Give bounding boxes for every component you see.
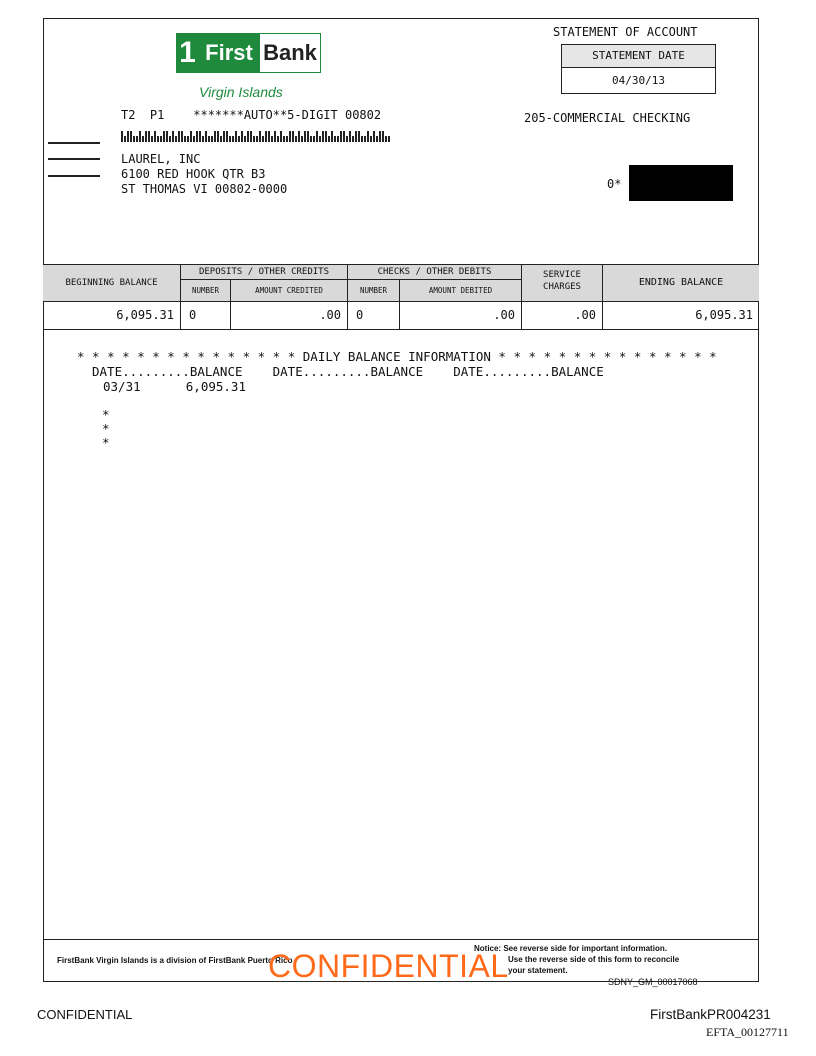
- ending-balance-value: 6,095.31: [603, 301, 759, 330]
- sdny-bates-number: SDNY_GM_00017068: [608, 977, 698, 987]
- barcode-bar: [313, 136, 315, 142]
- logo-first: First: [199, 33, 259, 73]
- beginning-balance-header: BEGINNING BALANCE: [43, 265, 181, 301]
- barcode-bar: [121, 131, 123, 142]
- daily-balance-row: 03/31 6,095.31: [103, 379, 246, 394]
- barcode-bar: [214, 131, 216, 142]
- amount-debited-value: .00: [400, 301, 522, 330]
- barcode-bar: [226, 131, 228, 142]
- postal-barcode: [121, 124, 391, 135]
- route-line: T2 P1 *******AUTO**5-DIGIT 00802: [121, 108, 382, 122]
- continuation-star-3: *: [102, 435, 110, 450]
- checks-number-header: NUMBER: [348, 280, 400, 301]
- barcode-bar: [307, 131, 309, 142]
- barcode-bar: [379, 131, 381, 142]
- barcode-bar: [346, 136, 348, 142]
- barcode-bar: [382, 131, 384, 142]
- barcode-bar: [295, 136, 297, 142]
- barcode-bar: [133, 136, 135, 142]
- account-number-prefix: 0*: [607, 177, 622, 191]
- barcode-bar: [340, 131, 342, 142]
- checks-number-value: 0: [348, 301, 400, 330]
- statement-date-label: STATEMENT DATE: [562, 45, 715, 68]
- barcode-bar: [376, 136, 378, 142]
- barcode-bar: [331, 131, 333, 142]
- barcode-bar: [280, 131, 282, 142]
- deposits-number-header: NUMBER: [181, 280, 231, 301]
- barcode-bar: [211, 136, 213, 142]
- barcode-bar: [205, 131, 207, 142]
- barcode-bar: [349, 131, 351, 142]
- barcode-bar: [385, 136, 387, 142]
- service-charges-header: [522, 265, 603, 301]
- barcode-bar: [328, 136, 330, 142]
- confidential-stamp: CONFIDENTIAL: [268, 948, 509, 984]
- beginning-balance-value: 6,095.31: [43, 301, 181, 330]
- amount-debited-header: AMOUNT DEBITED: [400, 280, 522, 301]
- daily-balance-title: * * * * * * * * * * * * * * * DAILY BALANCE INFORMATION * * * * * * * * * * * * * * *: [77, 349, 717, 364]
- checks-header: CHECKS / OTHER DEBITS: [348, 265, 522, 280]
- barcode-bar: [196, 131, 198, 142]
- continuation-star-1: *: [102, 407, 110, 422]
- ending-balance-header: ENDING BALANCE: [603, 265, 759, 301]
- firstbank-logo: [176, 33, 319, 75]
- barcode-bar: [292, 131, 294, 142]
- barcode-bar: [253, 136, 255, 142]
- barcode-bar: [184, 136, 186, 142]
- barcode-bar: [325, 131, 327, 142]
- statement-date-value: 04/30/13: [612, 74, 665, 87]
- barcode-bar: [373, 131, 375, 142]
- barcode-bar: [199, 131, 201, 142]
- barcode-bar: [259, 131, 261, 142]
- barcode-bar: [127, 131, 129, 142]
- margin-line-3: [48, 175, 100, 177]
- barcode-bar: [232, 136, 234, 142]
- barcode-bar: [271, 136, 273, 142]
- barcode-bar: [157, 136, 159, 142]
- footer-divider: [43, 939, 759, 940]
- notice-line-2: Use the reverse side of this form to reconcile: [508, 955, 680, 964]
- service-charges-value: .00: [522, 301, 603, 330]
- barcode-bar: [151, 136, 153, 142]
- barcode-bar: [316, 131, 318, 142]
- daily-balance-columns: DATE.........BALANCE DATE.........BALANCE DATE.........BALANCE: [92, 364, 604, 379]
- barcode-bar: [367, 131, 369, 142]
- barcode-bar: [358, 131, 360, 142]
- barcode-bar: [238, 136, 240, 142]
- account-type: 205-COMMERCIAL CHECKING: [524, 111, 691, 125]
- barcode-bar: [247, 131, 249, 142]
- charges-label: CHARGES: [543, 282, 581, 292]
- barcode-bar: [223, 131, 225, 142]
- barcode-bar: [364, 136, 366, 142]
- barcode-bar: [181, 131, 183, 142]
- barcode-bar: [190, 131, 192, 142]
- logo-bank: Bank: [259, 33, 321, 73]
- barcode-bar: [277, 136, 279, 142]
- barcode-bar: [304, 131, 306, 142]
- barcode-bar: [310, 136, 312, 142]
- barcode-bar: [361, 136, 363, 142]
- barcode-bar: [274, 131, 276, 142]
- deposits-number-value: 0: [181, 301, 231, 330]
- barcode-bar: [298, 131, 300, 142]
- barcode-bar: [193, 136, 195, 142]
- barcode-bar: [370, 136, 372, 142]
- barcode-bar: [175, 136, 177, 142]
- amount-credited-value: .00: [231, 301, 348, 330]
- amount-credited-header: AMOUNT CREDITED: [231, 280, 348, 301]
- barcode-bar: [343, 131, 345, 142]
- customer-name: LAUREL, INC: [121, 152, 201, 166]
- service-label: SERVICE: [543, 270, 581, 280]
- barcode-bar: [136, 136, 138, 142]
- barcode-bar: [268, 131, 270, 142]
- continuation-star-2: *: [102, 421, 110, 436]
- barcode-bar: [229, 136, 231, 142]
- barcode-bar: [142, 136, 144, 142]
- barcode-bar: [355, 131, 357, 142]
- barcode-bar: [130, 131, 132, 142]
- efta-number: EFTA_00127711: [706, 1025, 789, 1039]
- barcode-bar: [166, 131, 168, 142]
- barcode-bar: [283, 136, 285, 142]
- barcode-bar: [301, 136, 303, 142]
- barcode-bar: [241, 131, 243, 142]
- deposits-header: DEPOSITS / OTHER CREDITS: [181, 265, 348, 280]
- address-line-1: 6100 RED HOOK QTR B3: [121, 167, 266, 181]
- barcode-bar: [352, 136, 354, 142]
- barcode-bar: [163, 131, 165, 142]
- barcode-bar: [154, 131, 156, 142]
- redacted-account-number: [629, 165, 733, 201]
- barcode-bar: [289, 131, 291, 142]
- barcode-bar: [220, 136, 222, 142]
- region-label: Virgin Islands: [199, 84, 283, 100]
- barcode-bar: [187, 136, 189, 142]
- margin-line-1: [48, 142, 100, 144]
- statement-date-box: [561, 44, 716, 94]
- division-note: FirstBank Virgin Islands is a division of FirstBank Puerto Rico: [57, 956, 293, 965]
- barcode-bar: [235, 131, 237, 142]
- bates-number: FirstBankPR004231: [650, 1007, 771, 1022]
- barcode-bar: [319, 136, 321, 142]
- barcode-bar: [250, 131, 252, 142]
- barcode-bar: [322, 131, 324, 142]
- notice-line-3: your statement.: [508, 966, 568, 975]
- barcode-bar: [217, 131, 219, 142]
- confidential-label: CONFIDENTIAL: [37, 1007, 133, 1022]
- account-summary-table: [43, 264, 759, 330]
- statement-title: STATEMENT OF ACCOUNT: [553, 25, 698, 39]
- barcode-bar: [145, 131, 147, 142]
- barcode-bar: [262, 136, 264, 142]
- barcode-bar: [208, 136, 210, 142]
- barcode-bar: [172, 131, 174, 142]
- barcode-bar: [256, 136, 258, 142]
- barcode-bar: [160, 136, 162, 142]
- barcode-bar: [148, 131, 150, 142]
- barcode-bar: [337, 136, 339, 142]
- barcode-bar: [178, 131, 180, 142]
- barcode-bar: [388, 136, 390, 142]
- barcode-bar: [139, 131, 141, 142]
- address-line-2: ST THOMAS VI 00802-0000: [121, 182, 288, 196]
- margin-line-2: [48, 158, 100, 160]
- barcode-bar: [169, 136, 171, 142]
- barcode-bar: [124, 136, 126, 142]
- barcode-bar: [244, 136, 246, 142]
- barcode-bar: [202, 136, 204, 142]
- barcode-bar: [334, 136, 336, 142]
- barcode-bar: [265, 131, 267, 142]
- notice-line-1: Notice: See reverse side for important information.: [474, 944, 667, 953]
- logo-one: 1: [176, 33, 199, 73]
- barcode-bar: [286, 136, 288, 142]
